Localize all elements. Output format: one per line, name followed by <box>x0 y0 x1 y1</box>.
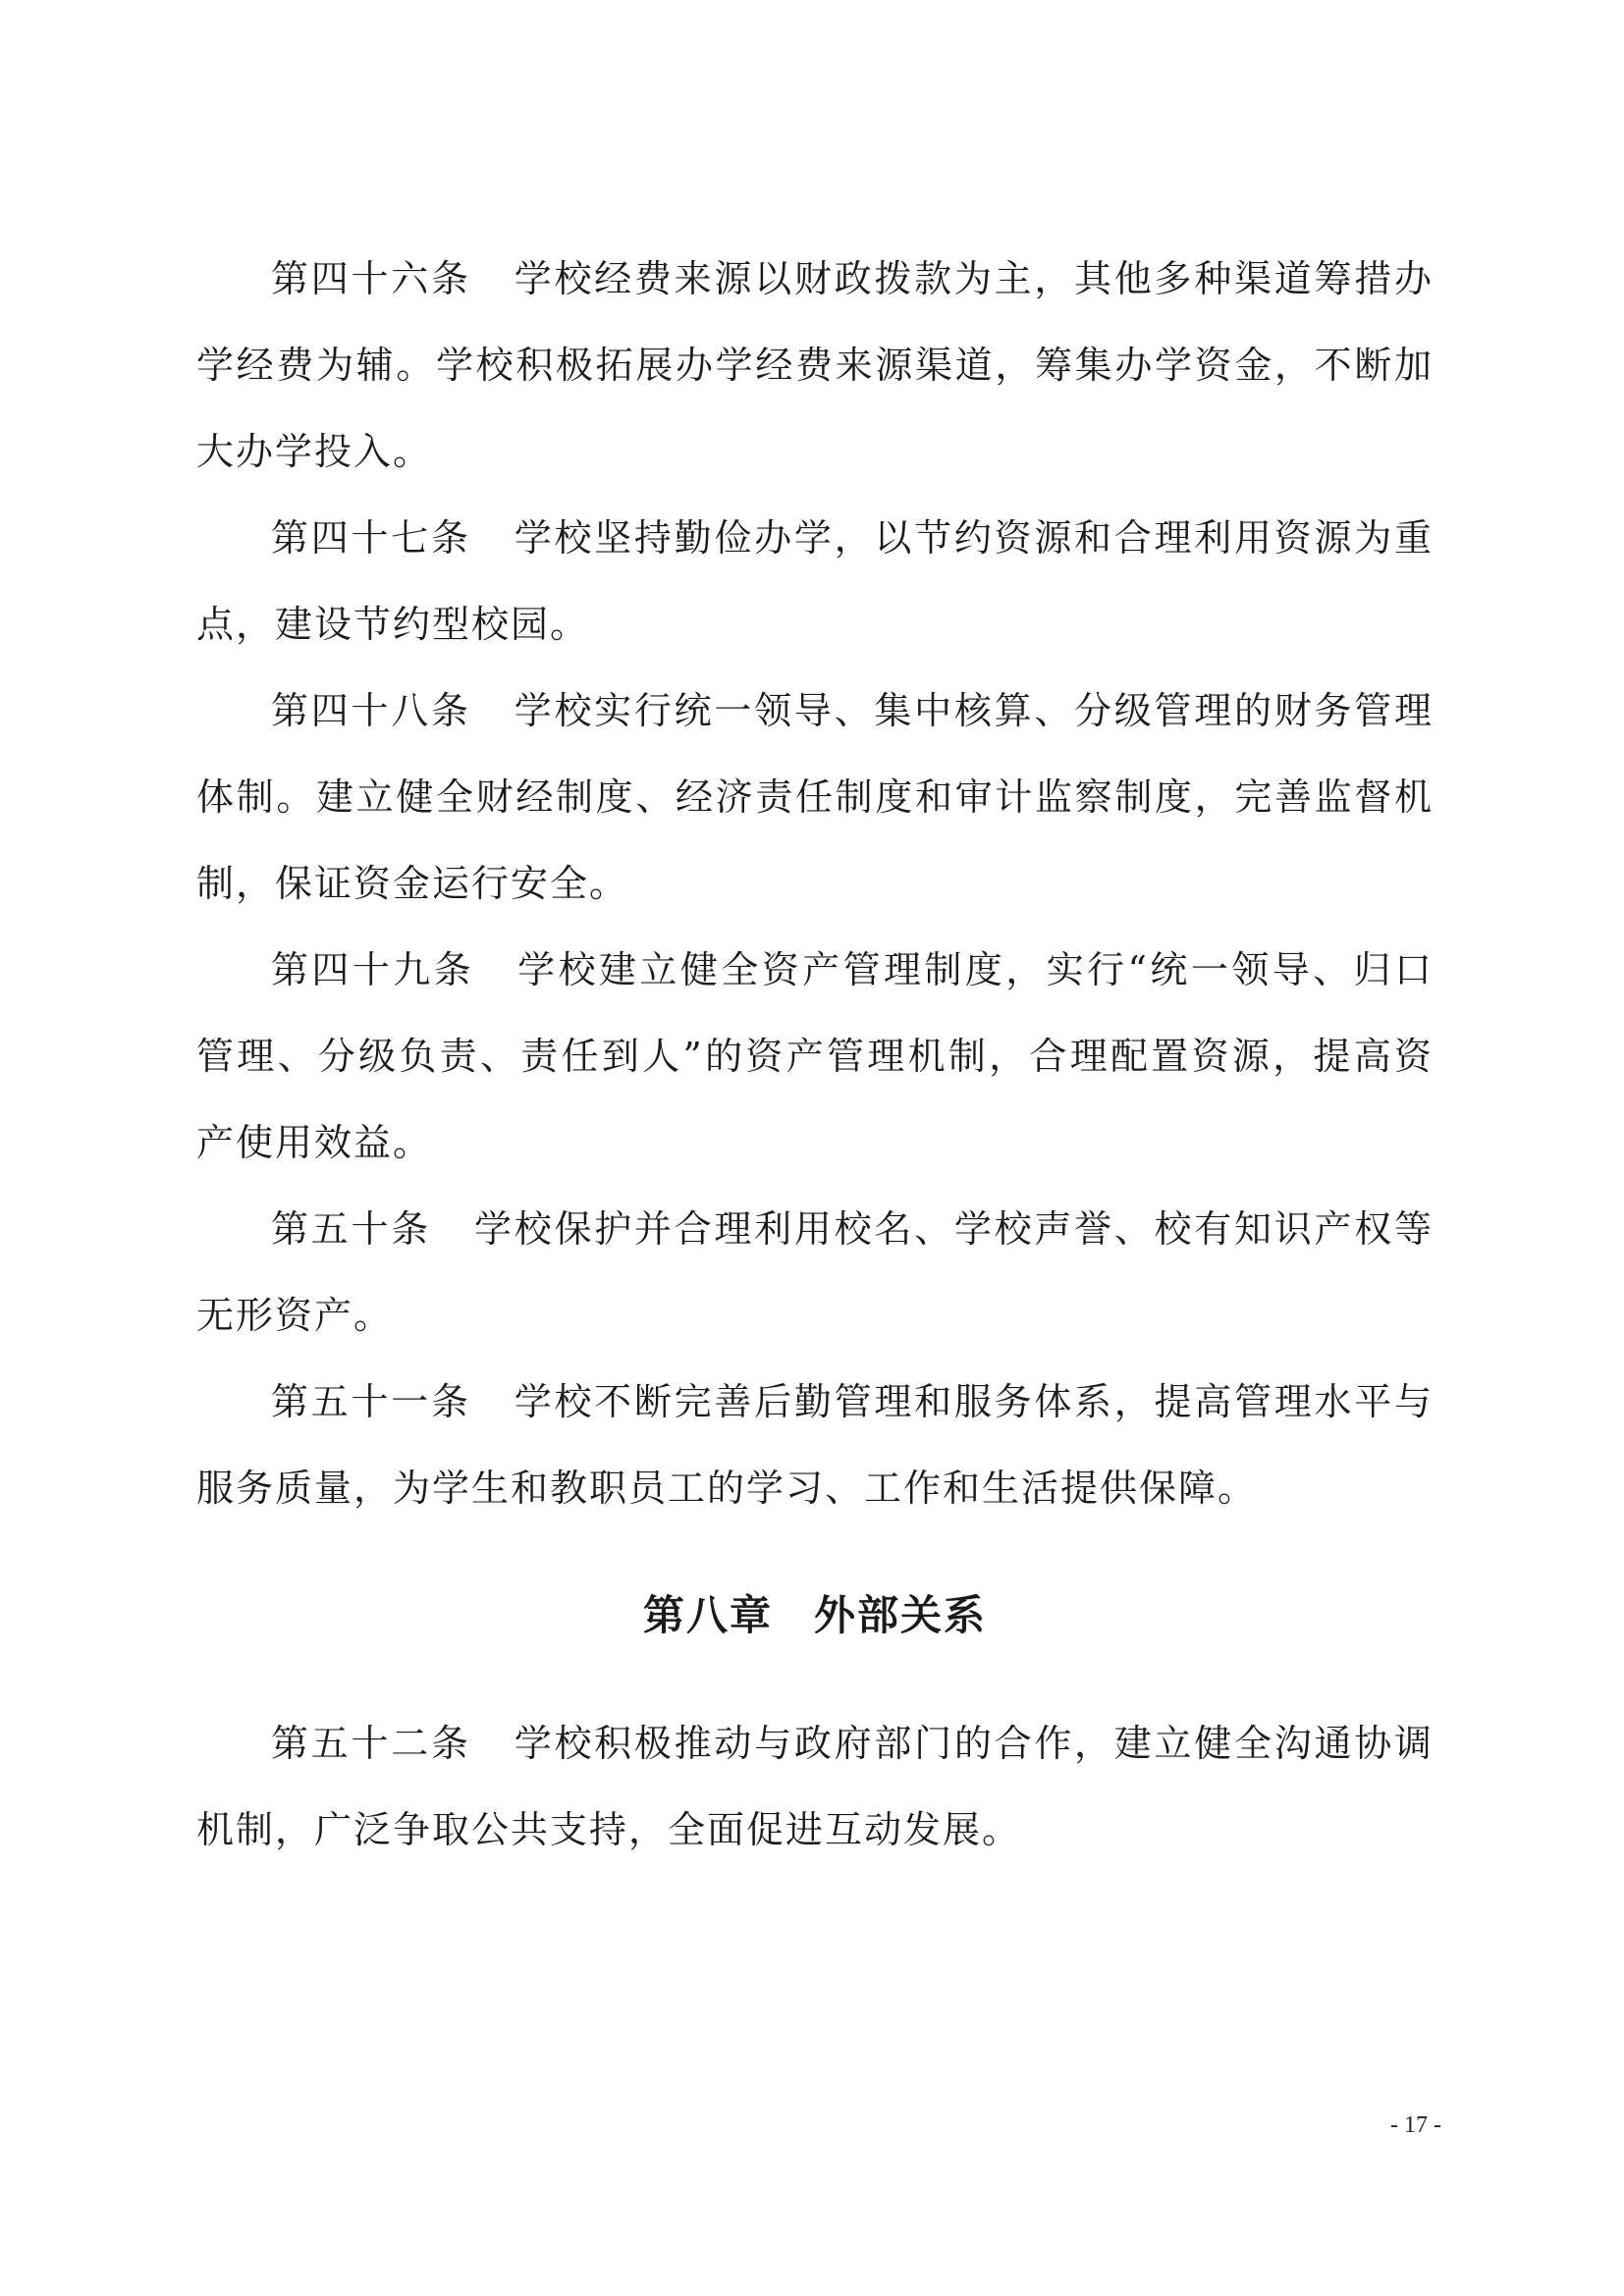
chapter-number: 第八章 <box>642 1591 773 1639</box>
article-47 <box>196 495 1434 667</box>
article-46 <box>196 236 1434 495</box>
article-number: 第四十八条 <box>271 689 471 732</box>
article-text: 学校积极推动与政府部门的合作，建立健全沟通协调机制，广泛争取公共支持，全面促进互动发展。 <box>196 1722 1434 1851</box>
article-50 <box>196 1186 1434 1359</box>
article-number: 第五十条 <box>271 1207 431 1251</box>
article-51 <box>196 1359 1434 1531</box>
article-number: 第四十六条 <box>271 257 471 300</box>
article-text: 学校保护并合理利用校名、学校声誉、校有知识产权等无形资产。 <box>196 1207 1434 1337</box>
article-number: 第四十九条 <box>271 948 475 991</box>
article-number: 第四十七条 <box>271 516 471 560</box>
page-number: - 17 - <box>1390 2112 1441 2138</box>
article-number: 第五十一条 <box>271 1380 471 1423</box>
article-text: 学校坚持勤俭办学，以节约资源和合理利用资源为重点，建设节约型校园。 <box>196 516 1434 646</box>
chapter-title: 外部关系 <box>814 1591 988 1639</box>
article-52 <box>196 1700 1434 1873</box>
page-content <box>196 236 1434 1873</box>
article-48 <box>196 667 1434 927</box>
article-text: 学校经费来源以财政拨款为主，其他多种渠道筹措办学经费为辅。学校积极拓展办学经费来源渠道，筹集办学资金，不断加大办学投入。 <box>196 257 1434 473</box>
chapter-heading <box>196 1573 1434 1659</box>
article-text: 学校实行统一领导、集中核算、分级管理的财务管理体制。建立健全财经制度、经济责任制度和审计监察制度，完善监督机制，保证资金运行安全。 <box>196 689 1434 905</box>
article-49 <box>196 927 1434 1186</box>
article-text: 学校不断完善后勤管理和服务体系，提高管理水平与服务质量，为学生和教职员工的学习、工作和生活提供保障。 <box>196 1380 1434 1510</box>
article-number: 第五十二条 <box>271 1722 471 1765</box>
article-text: 学校建立健全资产管理制度，实行“统一领导、归口管理、分级负责、责任到人”的资产管理机制，合理配置资源，提高资产使用效益。 <box>196 948 1434 1164</box>
